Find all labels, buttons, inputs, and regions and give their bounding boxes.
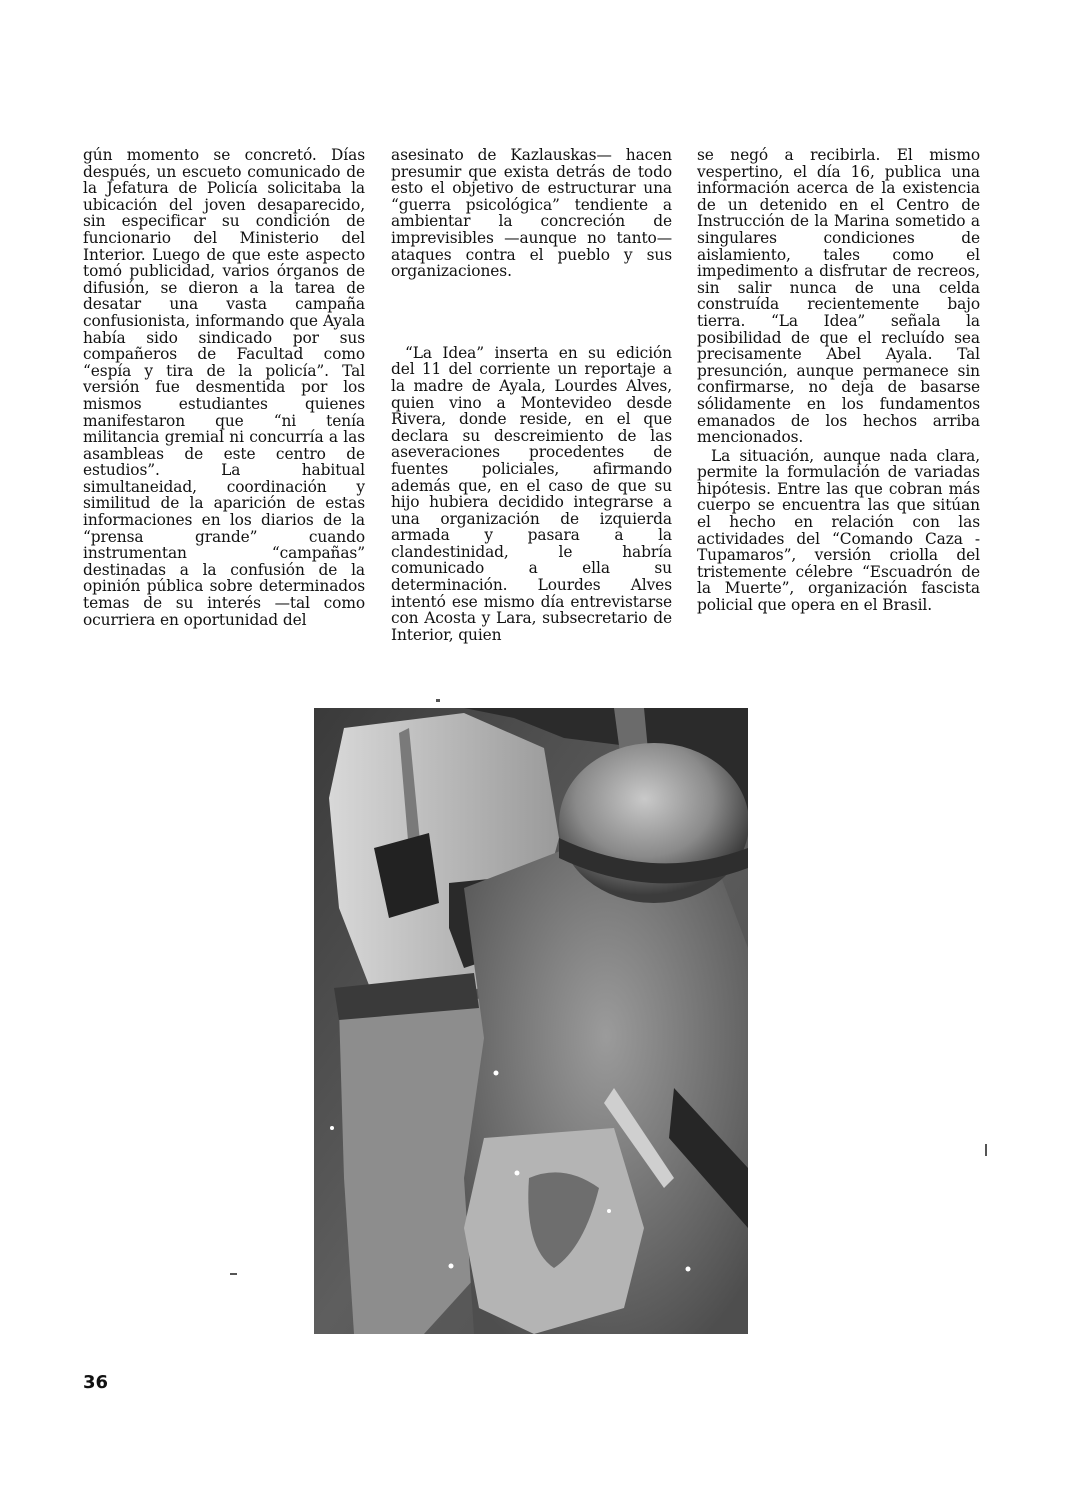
column-3-paragraph-2: La situación, aunque nada clara, permite la formulación de variadas hipótesis. Entre las que cobran más cuerpo se encuentra las que sitúan el hecho en relación con las actividades del “Comando Caza - Tupamaros”, versión criolla del tristemente célebre “Escuadrón de la Muerte”, organización fascista policial que opera en el Brasil. xyxy=(697,446,980,615)
print-speck xyxy=(985,1144,987,1156)
page-number: 36 xyxy=(83,1372,109,1393)
article-column-2 xyxy=(391,147,672,643)
news-photograph xyxy=(314,708,748,1334)
article-column-1 xyxy=(83,147,365,628)
print-speck xyxy=(230,1273,237,1275)
column-2-paragraph-2: “La Idea” inserta en su edición del 11 del corriente un reportaje a la madre de Ayala, Lourdes Alves, quien vino a Montevideo desde Rivera, donde reside, en el que declara su descreimiento de las aseveraciones procedentes de fuentes policiales, afirmando además que, en el caso de que su hijo hubiera decidido integrarse a una organización de izquierda armada y pasara a la clandestinidad, le habría comunicado a ella su determinación. Lourdes Alves intentó ese mismo día entrevistarse con Acosta y Lara, subsecretario de Interior, quien xyxy=(391,343,672,644)
column-3-paragraph-1: se negó a recibirla. El mismo vespertino, el día 16, publica una información acerca de la existencia de un detenido en el Centro de Instrucción de la Marina sometido a singulares condiciones de aislamiento, tales como el impedimento a disfrutar de recreos, sin salir nunca de una celda construída recientemente bajo tierra. “La Idea” señala la posibilidad de que el recluído sea precisamente Abel Ayala. Tal presunción, aunque permanece sin confirmarse, no deja de basarse sólidamente en los fundamentos emanados de los hechos arriba mencionados. xyxy=(697,146,980,447)
print-speck xyxy=(436,699,440,702)
column-1-paragraph-1: gún momento se concretó. Días después, un escueto comunicado de la Jefatura de Policía solicitaba la ubicación del joven desaparecido, sin especificar su condición de funcionario del Ministerio del Interior. Luego de que este aspecto tomó publicidad, varios órganos de difusión, se dieron a la tarea de desatar una vasta campaña confusionista, informando que Ayala había sido sindicado por sus compañeros de Facultad como “espía y tira de la policía”. Tal versión fue desmentida por los mismos estudiantes quienes manifestaron que “ni tenía militancia gremial ni concurría a las asambleas de este centro de estudios”. La habitual simultaneidad, coordinación y similitud de la aparición de estas informaciones en los diarios de la “prensa grande” cuando instrumentan “campañas” destinadas a la confusión de la opinión pública sobre determinados temas de su interés —tal como ocurriera en oportunidad del xyxy=(83,146,365,629)
article-column-3 xyxy=(697,147,980,614)
photograph-icon xyxy=(314,708,748,1334)
column-2-paragraph-1: asesinato de Kazlauskas— hacen presumir que exista detrás de todo esto el objetivo de estructurar una “guerra psicológica” tendiente a ambientar la concreción de imprevisibles —aunque no tanto— ataques contra el pueblo y sus organizaciones. xyxy=(391,146,672,281)
